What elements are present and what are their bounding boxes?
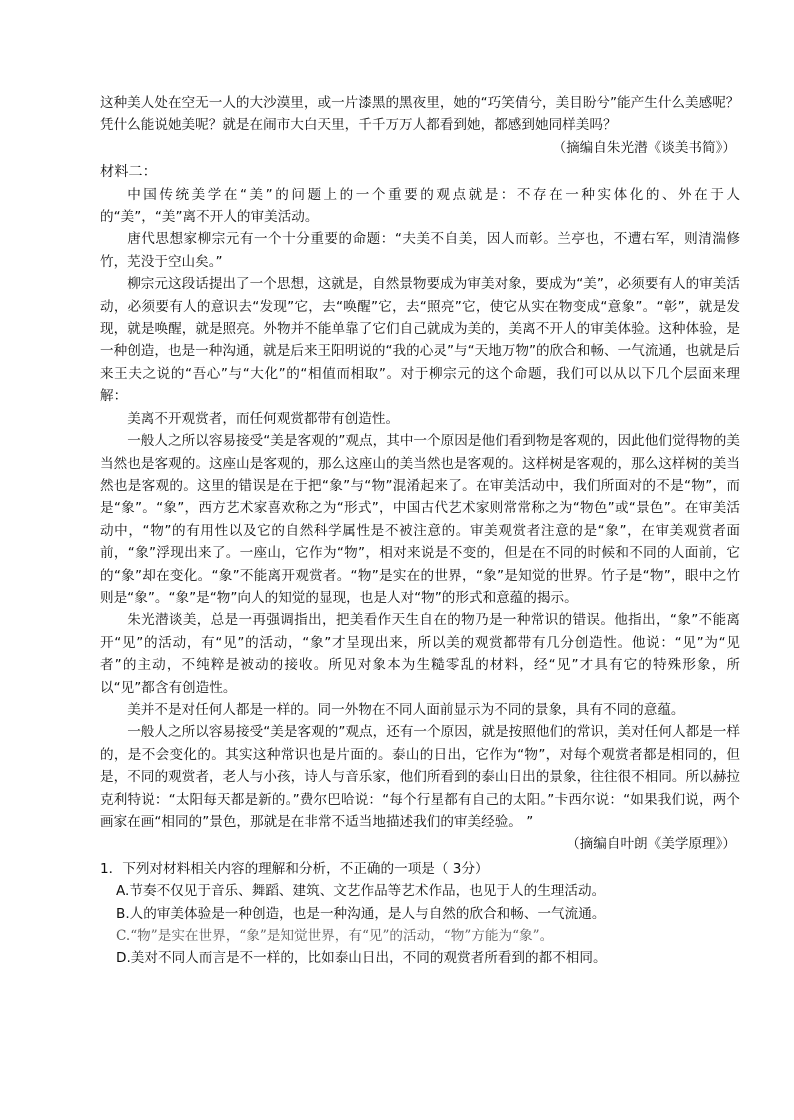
material2-paragraph-1: 中国传统美学在“美”的问题上的一个重要的观点就是：不存在一种实体化的、外在于人的“美”，“美”离不开人的审美活动。	[100, 186, 740, 226]
intro-line-2: 凭什么能说她美呢？就是在闹市大白天里，千千万万人都看到她，都感到她同样美吗？	[100, 117, 617, 134]
material2-paragraph-4: 美离不开观赏者，而任何观赏都带有创造性。	[127, 410, 400, 427]
material2-paragraph-3: 柳宗元这段话提出了一个思想，这就是，自然景物要成为审美对象，要成为“美”，必须要有人的审美活动，必须要有人的意识去“发现”它，去“唤醒”它，去“照亮”它，使它从实在物变成“意象”。“彰”，就是发现，就是唤醒，就是照亮。外物并不能单靠了它们自己就成为美的，美离不开人的审美体验。这种体验，是一种创造，也是一种沟通，就是后来王阳明说的“我的心灵”与“天地万物”的欣合和畅、一气流通，也就是后来王夫之说的“吾心”与“大化”的“相值而相取”。对于柳宗元的这个命题，我们可以从以下几个层面来理解：	[100, 276, 740, 405]
question-1-option-a: A.节奏不仅见于音乐、舞蹈、建筑、文艺作品等艺术作品，也见于人的生理活动。	[116, 883, 606, 900]
material2-paragraph-2: 唐代思想家柳宗元有一个十分重要的命题：“夫美不自美，因人而彰。兰亭也，不遭右军，则清湍修竹，芜没于空山矣。”	[100, 231, 740, 270]
intro-line-1: 这种美人处在空无一人的大沙漠里，或一片漆黑的黑夜里，她的“巧笑倩兮，美目盼兮”能产生什么美感呢？	[100, 95, 740, 111]
question-1-option-d: D.美对不同人而言是不一样的，比如泰山日出，不同的观赏者所看到的都不相同。	[116, 950, 607, 967]
material2-paragraph-8: 一般人之所以容易接受“美是客观的”观点，还有一个原因，就是按照他们的常识，美对任何人都是一样的，是不会变化的。其实这种常识也是片面的。泰山的日出，它作为“物”，对每个观赏者都是相同的，但是，不同的观赏者，老人与小孩，诗人与音乐家，他们所看到的泰山日出的景象，往往很不相同。所以赫拉克利特说：“太阳每天都是新的。”费尔巴哈说：“每个行星都有自己的太阳。”卡西尔说：“如果我们说，两个画家在画“相同的”景色，那就是在非常不适当地描述我们的审美经验。 ”	[100, 724, 740, 830]
material2-heading: 材料二：	[100, 164, 157, 181]
document-content	[100, 92, 740, 970]
material2-paragraph-5: 一般人之所以容易接受“美是客观的”观点，其中一个原因是他们看到物是客观的，因此他们觉得物的美当然也是客观的。这座山是客观的，那么这座山的美当然也是客观的。这样树是客观的，那么这样树的美当然也是客观的。这里的错误是在于把“象”与“物”混淆起来了。在审美活动中，我们所面对的不是“物”，而是“象”。“象”，西方艺术家喜欢称之为“形式”，中国古代艺术家则常常称之为“物色”或“景色”。在审美活动中，“物”的有用性以及它的自然科学属性是不被注意的。审美观赏者注意的是“象”，在审美观赏者面前，“象”浮现出来了。一座山，它作为“物”，相对来说是不变的，但是在不同的时候和不同的人面前，它的“象”却在变化。“象”不能离开观赏者。“物”是实在的世界，“象”是知觉的世界。竹子是“物”，眼中之竹则是“象”。“象”是“物”向人的知觉的显现，也是人对“物”的形式和意蕴的揭示。	[100, 433, 740, 606]
question-1-stem: 1．下列对材料相关内容的理解和分析，不正确的一项是（ 3分）	[100, 860, 489, 877]
material2-source: （摘编自叶朗《美学原理》）	[566, 836, 736, 853]
intro-source: （摘编自朱光潜《谈美书简》）	[552, 139, 736, 156]
material2-paragraph-7: 美并不是对任何人都是一样的。同一外物在不同人面前显示为不同的景象，具有不同的意蕴。	[127, 701, 685, 718]
question-1-option-b: B.人的审美体验是一种创造，也是一种沟通，是人与自然的欣合和畅、一气流通。	[116, 905, 606, 922]
question-1-option-c: C.“物”是实在世界，“象”是知觉世界，有“见”的活动，“物”方能为“象”。	[116, 928, 554, 945]
material2-paragraph-6: 朱光潜谈美，总是一再强调指出，把美看作天生自在的物乃是一种常识的错误。他指出，“象”不能离开“见”的活动，有“见”的活动，“象”才呈现出来，所以美的观赏都带有几分创造性。他说：“见”为“见者”的主动，不纯粹是被动的接收。所见对象本为生糙零乱的材料，经“见”才具有它的特殊形象，所以“见”都含有创造性。	[100, 612, 740, 696]
